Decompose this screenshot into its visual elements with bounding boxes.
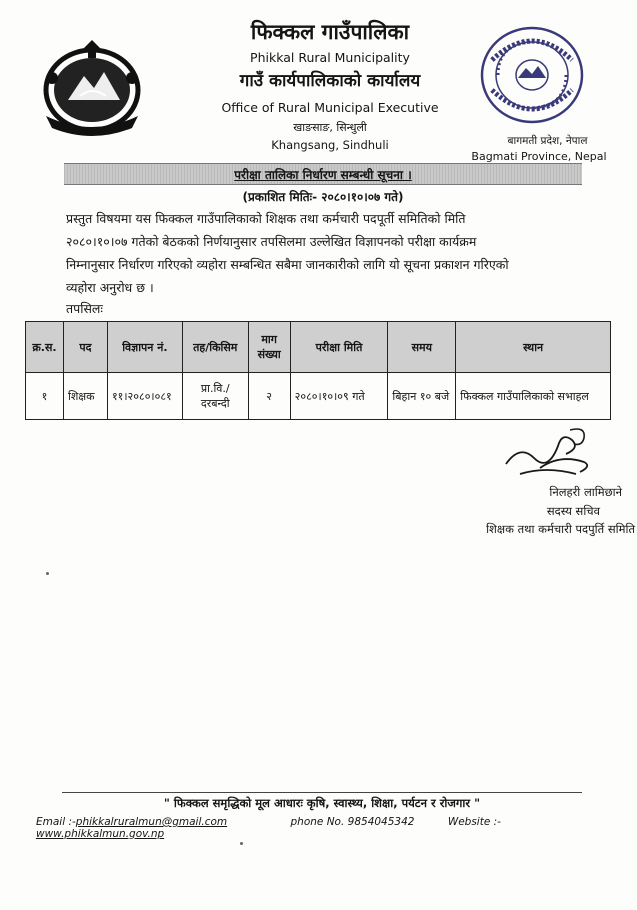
location-ne: खाङसाङ, सिन्धुली [293, 121, 367, 134]
website-label: Website :- [447, 816, 501, 828]
col-venue: स्थान [456, 322, 611, 373]
signer-name: निलहरी लामिछाने [549, 485, 622, 499]
paragraph-line: २०८०।१०।०७ गतेको बेठकको निर्णयानुसार तपसिलमा उल्लेखित विज्ञापनको परीक्षा कार्यक्रम [66, 234, 477, 249]
website-link[interactable]: www.phikkalmun.gov.np [36, 828, 165, 840]
paragraph-line: प्रस्तुत विषयमा यस फिक्कल गाउँपालिकाको शिक्षक तथा कर्मचारी पदपूर्ती समितिको मिति [66, 211, 466, 226]
cell-demand: २ [248, 373, 290, 420]
province-ne: बागमती प्रदेश, नेपाल [507, 135, 588, 147]
location-en: Khangsang, Sindhuli [271, 138, 389, 152]
office-name-ne: गाउँ कार्यपालिकाको कार्यालय [239, 71, 421, 91]
col-post: पद [63, 322, 107, 373]
published-date: (प्रकाशित मितिः- २०८०।१०।०७ गते) [242, 190, 404, 204]
tapsil-label: तपसिलः [66, 301, 103, 316]
cell-exam-date: २०८०।१०।०९ गते [290, 373, 388, 420]
cell-serial: १ [26, 373, 64, 420]
table-row [26, 373, 611, 420]
table-header-row [26, 322, 611, 373]
cell-level: प्रा.वि./ दरबन्दी [182, 373, 248, 420]
cell-advert-no: ११।२०८०।०८१ [107, 373, 182, 420]
cell-venue: फिक्कल गाउँपालिकाको सभाहल [456, 373, 611, 420]
signer-committee: शिक्षक तथा कर्मचारी पदपुर्ति समिति [486, 522, 635, 536]
email-link[interactable]: phikkalruralmun@gmail.com [75, 816, 228, 828]
col-serial: क्र.स. [26, 322, 64, 373]
footer-contact [36, 816, 606, 840]
col-advert-no: विज्ञापन नं. [107, 322, 182, 373]
col-demand: माग संख्या [248, 322, 290, 373]
municipality-name-ne: फिक्कल गाउँपालिका [250, 20, 410, 44]
phone-number: phone No. 9854045342 [290, 816, 415, 828]
scan-speck [46, 572, 49, 575]
exam-schedule-table [25, 321, 611, 420]
footer-motto: " फिक्कल समृद्धिको मूल आधारः कृषि, स्वास्थ्य, शिक्षा, पर्यटन र रोजगार " [163, 796, 481, 810]
scan-speck [240, 842, 243, 845]
municipality-name-en: Phikkal Rural Municipality [250, 50, 410, 65]
cell-time: बिहान १० बजे [388, 373, 456, 420]
nepal-emblem-icon [40, 38, 145, 138]
footer-rule [62, 792, 582, 793]
col-exam-date: परीक्षा मिति [290, 322, 388, 373]
email-label: Email :- [36, 816, 76, 828]
notice-paragraph [66, 207, 586, 299]
paragraph-line: निम्नानुसार निर्धारण गरिएको व्यहोरा सम्बन्धित सबैमा जानकारीको लागि यो सूचना प्रकाशन गरिएको [66, 257, 509, 272]
notice-subject: परीक्षा तालिका निर्धारण सम्बन्धी सूचना । [234, 168, 412, 182]
paragraph-line: व्यहोरा अनुरोध छ । [66, 280, 154, 295]
cell-post: शिक्षक [63, 373, 107, 420]
signature-icon [500, 424, 600, 484]
col-time: समय [388, 322, 456, 373]
signer-role: सदस्य सचिव [546, 504, 600, 518]
province-en: Bagmati Province, Nepal [471, 150, 607, 163]
col-level: तह/किसिम [182, 322, 248, 373]
office-name-en: Office of Rural Municipal Executive [221, 100, 439, 115]
